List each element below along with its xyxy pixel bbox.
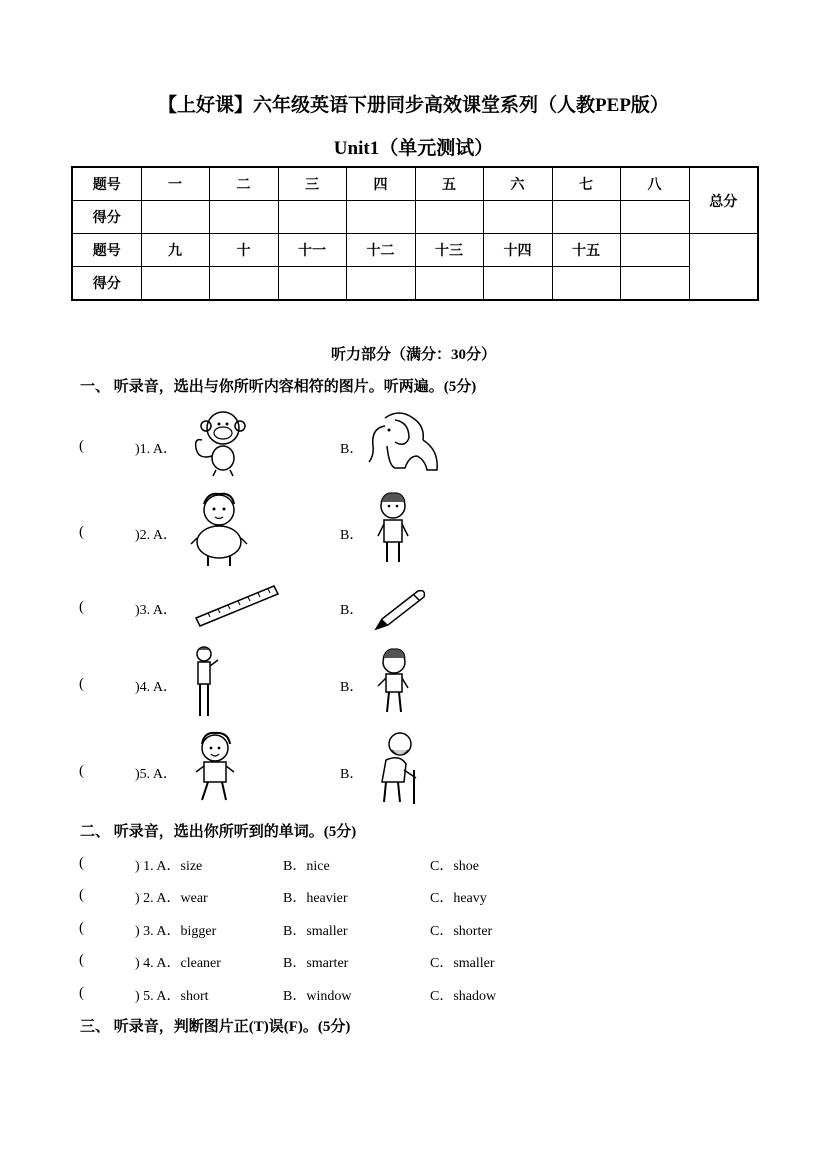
option-b-label: B．: [340, 442, 364, 457]
score-cell: [552, 267, 620, 301]
ruler-icon: [194, 582, 280, 632]
item-number: )5. A．: [135, 767, 177, 782]
item-number: )2. A．: [135, 528, 177, 543]
question-number: 六: [483, 167, 552, 201]
tall-man-icon: [190, 644, 224, 720]
answer-paren[interactable]: (: [79, 952, 84, 968]
item-number: )3. A．: [135, 603, 177, 618]
listening-heading: 听力部分（满分：30分）: [330, 347, 496, 363]
score-cell: [415, 267, 483, 301]
option-a: ) 5. A．short: [135, 989, 209, 1004]
page-subtitle: Unit1（单元测试）: [333, 138, 494, 159]
item-number: )4. A．: [135, 680, 177, 695]
answer-paren[interactable]: (: [79, 676, 84, 692]
thin-boy-icon: [372, 490, 414, 568]
question-number: 十: [209, 234, 278, 267]
option-c: C．shadow: [430, 989, 497, 1004]
option-a: ) 3. A．bigger: [135, 924, 217, 939]
question-number: 三: [278, 167, 346, 201]
fat-boy-icon: [186, 490, 252, 570]
option-b: B．smarter: [283, 956, 349, 971]
question-number: 十三: [415, 234, 483, 267]
option-b-label: B．: [340, 603, 364, 618]
score-cell: [552, 201, 620, 234]
score-cell: [141, 267, 209, 301]
section-3-title: 三、 听录音，判断图片正(T)误(F)。(5分): [80, 1019, 351, 1035]
question-number: 九: [141, 234, 209, 267]
score-cell: [209, 201, 278, 234]
answer-paren[interactable]: (: [79, 855, 84, 871]
old-man-icon: [366, 730, 422, 806]
score-cell: [278, 201, 346, 234]
score-table: [71, 166, 759, 301]
question-number: 十四: [483, 234, 552, 267]
score-cell: [415, 201, 483, 234]
option-b-label: B．: [340, 767, 364, 782]
question-number: 二: [209, 167, 278, 201]
answer-paren[interactable]: (: [79, 524, 84, 540]
total-score-label: 总分: [689, 167, 758, 234]
answer-paren[interactable]: (: [79, 763, 84, 779]
score-label: 题号: [72, 167, 141, 201]
score-cell: [278, 267, 346, 301]
option-b: B．nice: [283, 859, 330, 874]
option-b-label: B．: [340, 680, 364, 695]
question-number: 四: [346, 167, 415, 201]
answer-paren[interactable]: (: [79, 438, 84, 454]
score-cell: [483, 267, 552, 301]
monkey-icon: [190, 408, 250, 476]
option-b: B．smaller: [283, 924, 348, 939]
score-label: 得分: [72, 267, 141, 301]
short-boy-icon: [372, 646, 412, 718]
option-b: B．window: [283, 989, 352, 1004]
score-label: 得分: [72, 201, 141, 234]
pen-icon: [372, 587, 430, 633]
option-b-label: B．: [340, 528, 364, 543]
question-number: 十二: [346, 234, 415, 267]
score-cell: [209, 267, 278, 301]
question-number: 五: [415, 167, 483, 201]
answer-paren[interactable]: (: [79, 985, 84, 1001]
question-number: [620, 234, 689, 267]
elephant-icon: [365, 406, 441, 478]
option-a: ) 4. A．cleaner: [135, 956, 221, 971]
score-cell: [346, 267, 415, 301]
question-number: 八: [620, 167, 689, 201]
score-cell: [620, 267, 689, 301]
option-c: C．shorter: [430, 924, 493, 939]
question-number: 十五: [552, 234, 620, 267]
answer-paren[interactable]: (: [79, 887, 84, 903]
item-number: )1. A．: [135, 442, 177, 457]
page-title: 【上好课】六年级英语下册同步高效课堂系列（人教PEP版）: [158, 95, 669, 116]
question-number: 一: [141, 167, 209, 201]
answer-paren[interactable]: (: [79, 920, 84, 936]
score-cell: [483, 201, 552, 234]
section-1-title: 一、 听录音，选出与你所听内容相符的图片。听两遍。(5分): [80, 379, 477, 395]
score-cell: [141, 201, 209, 234]
option-c: C．smaller: [430, 956, 495, 971]
option-a: ) 1. A．size: [135, 859, 203, 874]
section-2-title: 二、 听录音，选出你所听到的单词。(5分): [80, 824, 357, 840]
young-boy-icon: [190, 730, 240, 806]
option-b: B．heavier: [283, 891, 348, 906]
question-number: 十一: [278, 234, 346, 267]
question-number: 七: [552, 167, 620, 201]
answer-paren[interactable]: (: [79, 599, 84, 615]
score-label: 题号: [72, 234, 141, 267]
option-c: C．shoe: [430, 859, 479, 874]
total-score-cell: [689, 234, 758, 301]
option-a: ) 2. A．wear: [135, 891, 208, 906]
score-cell: [346, 201, 415, 234]
option-c: C．heavy: [430, 891, 487, 906]
score-cell: [620, 201, 689, 234]
